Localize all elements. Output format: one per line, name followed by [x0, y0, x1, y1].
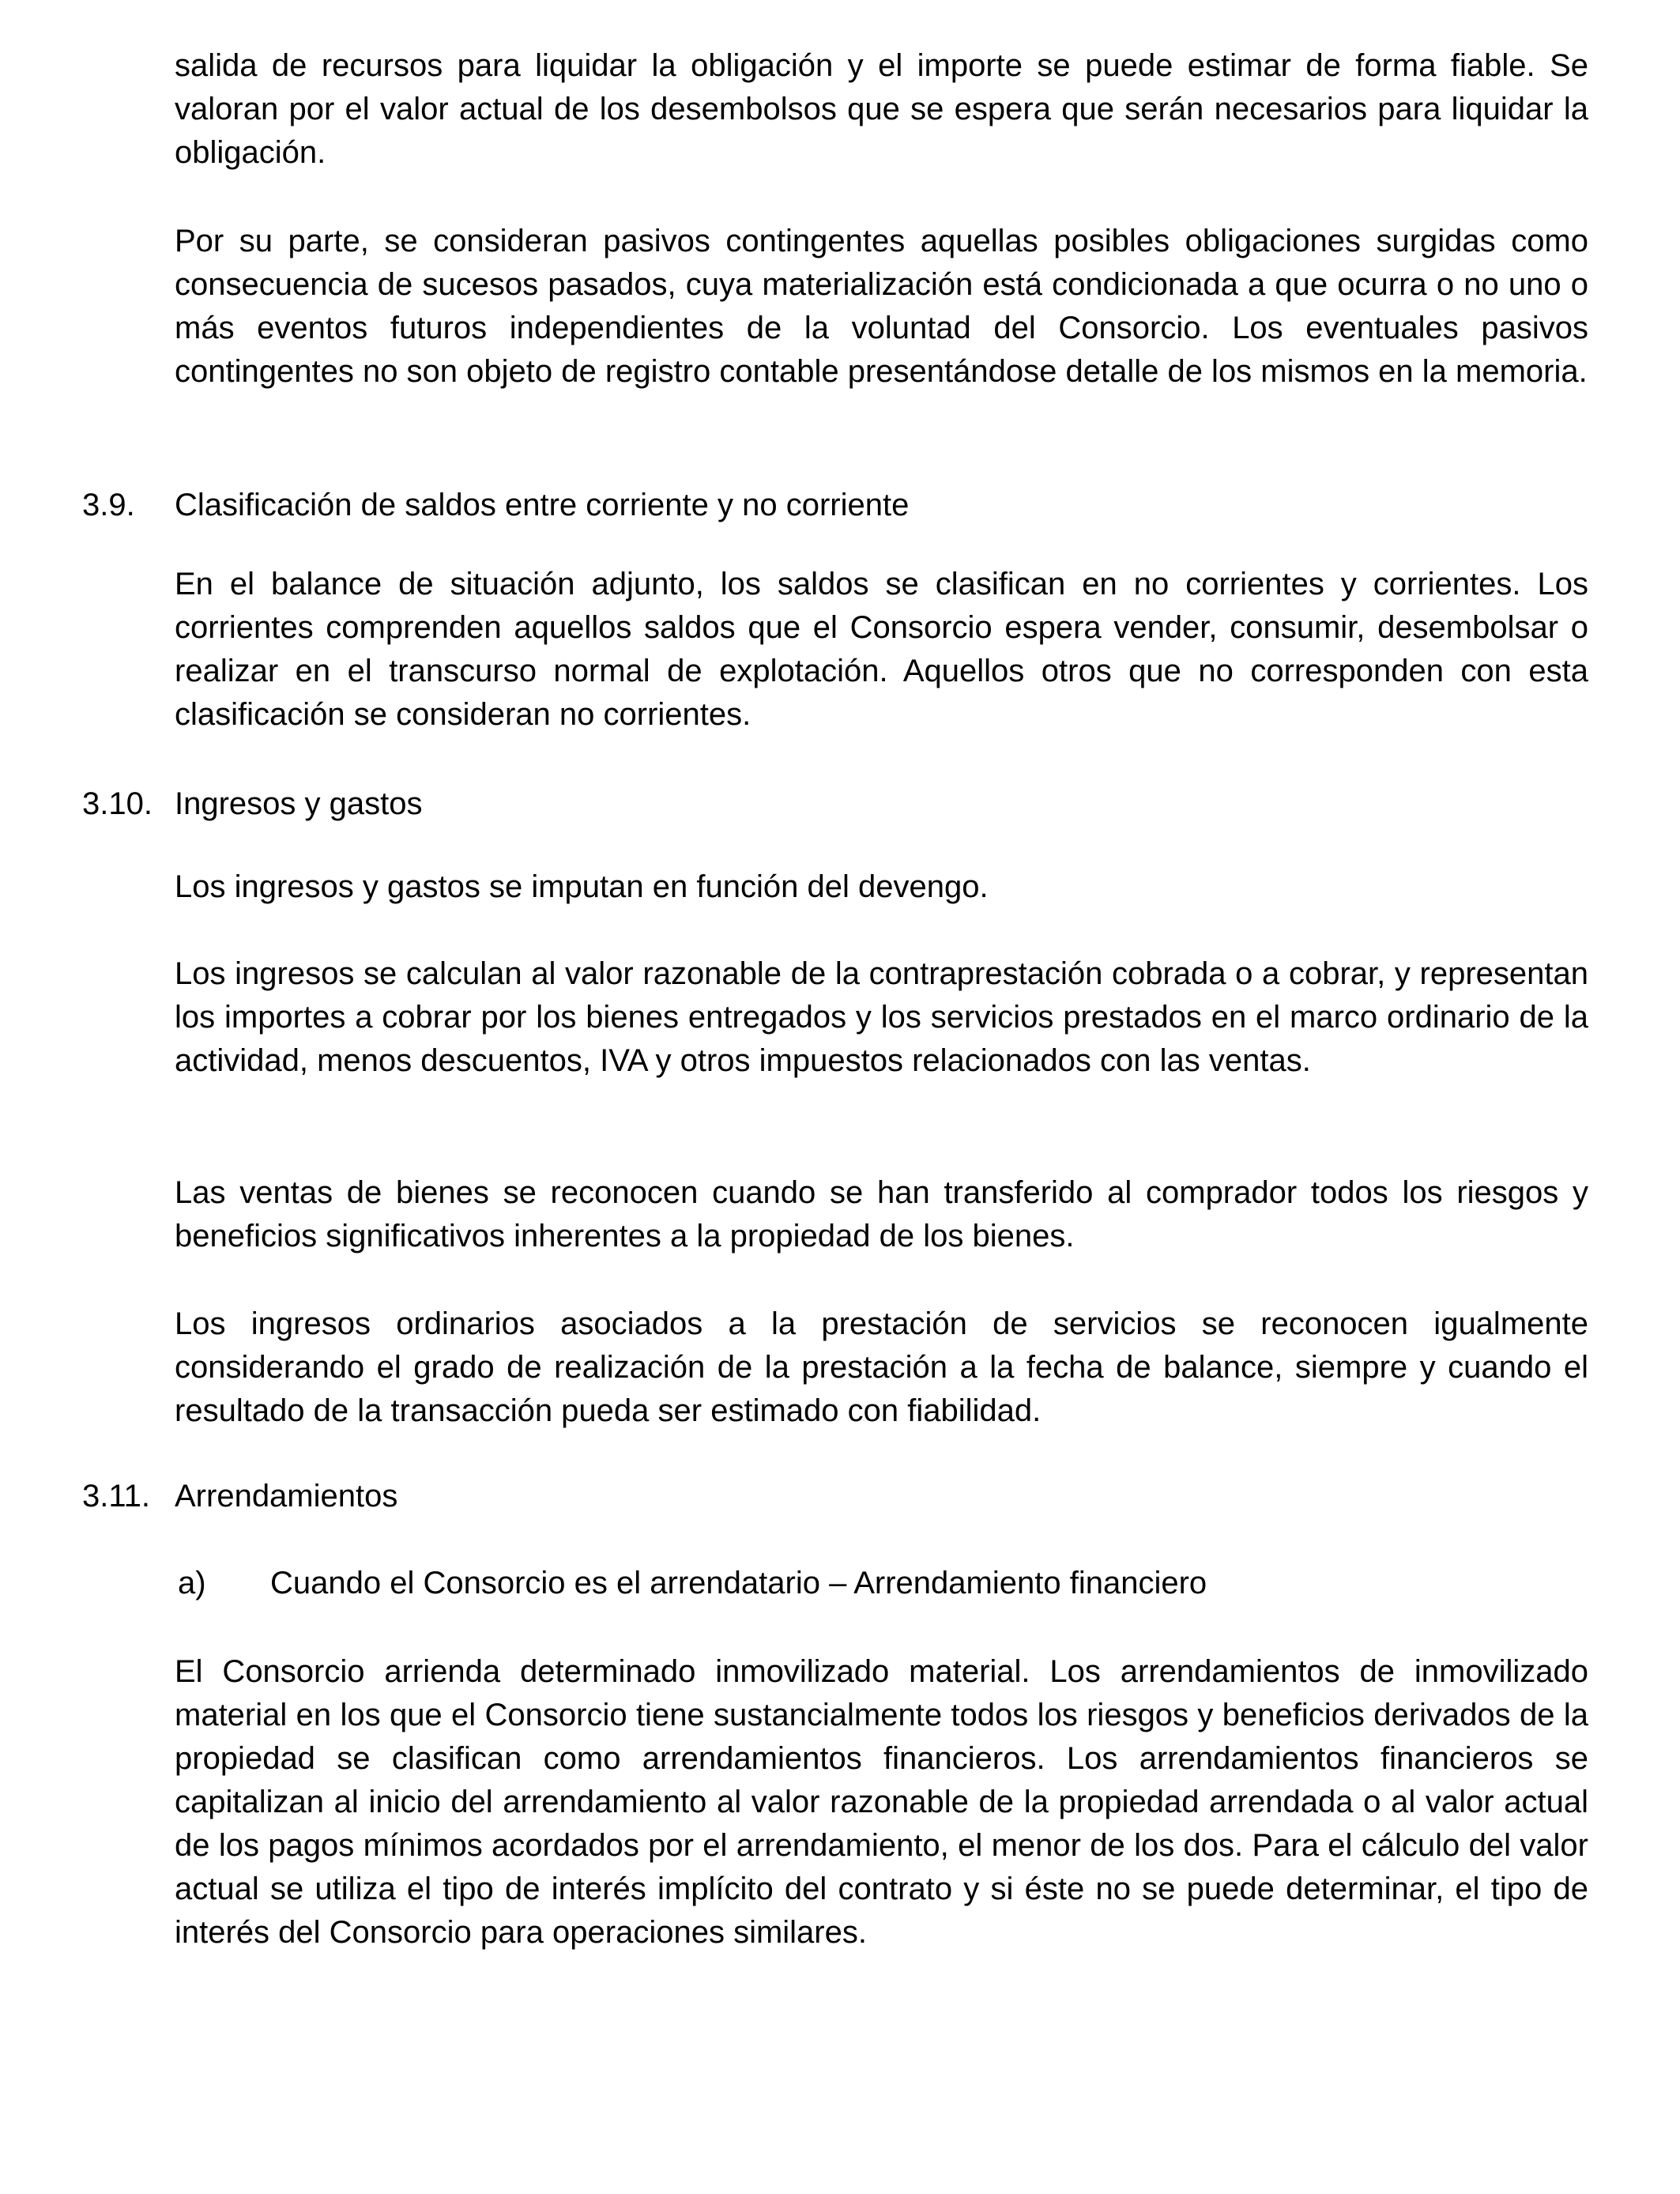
section-number: 3.9.	[82, 488, 135, 522]
paragraph-pasivos-contingentes: Por su parte, se consideran pasivos contingentes aquellas posibles obligaciones surgidas como consecuencia de sucesos pasados, cuya materialización está condicionada a que ocurra o no uno o más eventos futuros independientes de la voluntad del Consorcio. Los eventuales pasivos contingentes no son objeto de registro contable presentándose detalle de los mismos en la memoria.	[175, 224, 1588, 389]
paragraph-arrendamiento-financiero: El Consorcio arrienda determinado inmovilizado material. Los arrendamientos de inmovilizado material en los que el Consorcio tiene sustancialmente todos los riesgos y beneficios derivados de la propiedad se clasifican como arrendamientos financieros. Los arrendamientos financieros se capitalizan al inicio del arrendamiento al valor razonable de la propiedad arrendada o al valor actual de los pagos mínimos acordados por el arrendamiento, el menor de los dos. Para el cálculo del valor actual se utiliza el tipo de interés implícito del contrato y si éste no se puede determinar, el tipo de interés del Consorcio para operaciones similares.	[175, 1654, 1588, 1950]
section-title: Arrendamientos	[175, 1479, 398, 1514]
section-title: Ingresos y gastos	[175, 786, 423, 821]
section-heading-3-9	[82, 484, 909, 527]
section-heading-3-11	[82, 1475, 397, 1518]
subsection-letter: a)	[178, 1566, 206, 1600]
section-heading-3-10	[82, 782, 423, 826]
paragraph-devengo: Los ingresos y gastos se imputan en función del devengo.	[175, 869, 989, 904]
subsection-heading-a	[178, 1562, 1207, 1605]
paragraph-provisiones-cont: salida de recursos para liquidar la obligación y el importe se puede estimar de forma fiable. Se valoran por el valor actual de los desembolsos que se espera que serán necesarios para liquidar la obligación.	[175, 48, 1588, 170]
section-title: Clasificación de saldos entre corriente y no corriente	[175, 488, 910, 522]
subsection-title: Cuando el Consorcio es el arrendatario – Arrendamiento financiero	[270, 1566, 1207, 1600]
paragraph-prestacion-servicios: Los ingresos ordinarios asociados a la prestación de servicios se reconocen igualmente considerando el grado de realización de la prestación a la fecha de balance, siempre y cuando el resultado de la transacción pueda ser estimado con fiabilidad.	[175, 1306, 1588, 1428]
paragraph-ingresos-valor-razonable: Los ingresos se calculan al valor razonable de la contraprestación cobrada o a cobrar, y representan los importes a cobrar por los bienes entregados y los servicios prestados en el marco ordinario de la actividad, menos descuentos, IVA y otros impuestos relacionados con las ventas.	[175, 956, 1588, 1078]
section-number: 3.10.	[82, 786, 153, 821]
paragraph-ventas-bienes: Las ventas de bienes se reconocen cuando se han transferido al comprador todos los riesgos y beneficios significativos inherentes a la propiedad de los bienes.	[175, 1175, 1588, 1253]
section-number: 3.11.	[82, 1479, 150, 1514]
paragraph-clasificacion-saldos: En el balance de situación adjunto, los saldos se clasifican en no corrientes y corrientes. Los corrientes comprenden aquellos saldos que el Consorcio espera vender, consumir, desembolsar o realizar en el transcurso normal de explotación. Aquellos otros que no corresponden con esta clasificación se consideran no corrientes.	[175, 567, 1588, 732]
